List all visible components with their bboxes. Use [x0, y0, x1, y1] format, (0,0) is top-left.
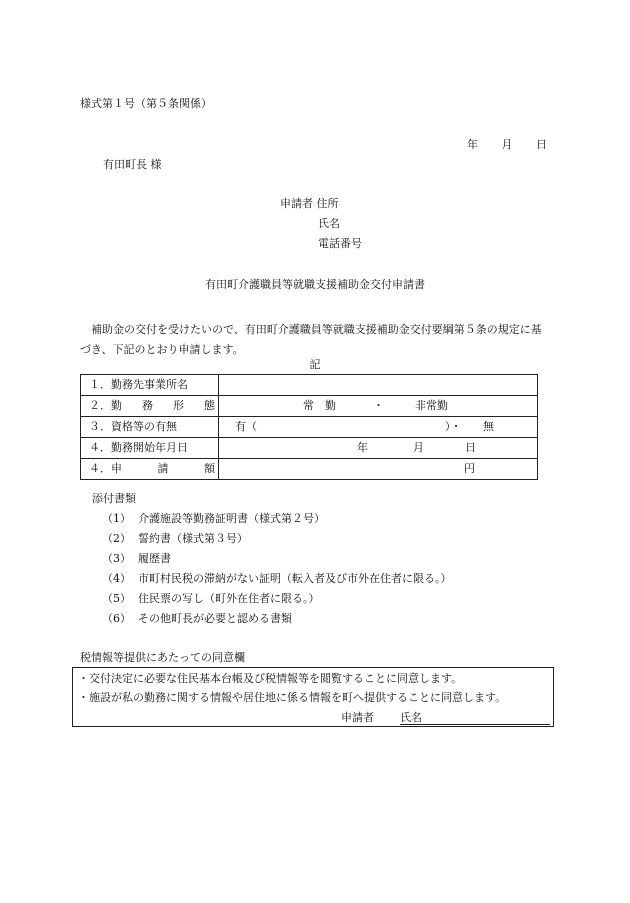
- qualification-yes-option[interactable]: 有（: [235, 420, 257, 434]
- form-number: 様式第１号（第５条関係）: [80, 97, 212, 110]
- start-date-field[interactable]: 年 月 日: [219, 438, 538, 459]
- table-row: [81, 417, 538, 438]
- date-day-label: 日: [536, 138, 547, 151]
- table-row: [81, 459, 538, 480]
- consent-applicant-label: 申請者: [341, 711, 374, 724]
- table-row: [81, 438, 538, 459]
- list-item: （3） 履歴書: [102, 552, 171, 565]
- list-item: （6） その他町長が必要と認める書類: [102, 612, 292, 625]
- table-row: [81, 375, 538, 396]
- applicant-name-label: 氏名: [318, 217, 340, 230]
- date-line: [467, 138, 547, 151]
- list-item: （5） 住民票の写し（町外在住者に限る。）: [102, 592, 320, 605]
- list-item: （4） 市町村民税の滞納がない証明（転入者及び市外在住者に限る。）: [102, 572, 452, 585]
- attachments-list: [102, 512, 452, 632]
- consent-name-field[interactable]: 氏名: [400, 711, 550, 725]
- applicant-phone-label: 電話番号: [318, 237, 362, 250]
- consent-line-1: ・交付決定に必要な住民基本台帳及び税情報等を閲覧することに同意します。: [78, 672, 463, 685]
- work-type-label: ２． 勤 務 形 態: [81, 396, 219, 417]
- qualification-field[interactable]: 有（ ）・ 無: [219, 417, 538, 438]
- addressee: 有田町長 様: [103, 158, 162, 171]
- consent-line-2: ・施設が私の勤務に関する情報や居住地に係る情報を町へ提供することに同意します。: [78, 691, 507, 704]
- amount-label: ４． 申 請 額: [81, 459, 219, 480]
- body-text: 補助金の交付を受けたいので、有田町介護職員等就職支援補助金交付要綱第５条の規定に基づき、下記のとおり申請します。: [80, 323, 542, 356]
- date-year-label: 年: [467, 138, 478, 151]
- start-date-label: ４．勤務開始年月日: [81, 438, 219, 459]
- work-type-field[interactable]: 常 勤 ・ 非常勤: [219, 396, 538, 417]
- consent-box: [72, 667, 554, 727]
- amount-field[interactable]: 円: [219, 459, 538, 480]
- table-row: [81, 396, 538, 417]
- applicant-block: [280, 197, 362, 257]
- document-title: 有田町介護職員等就職支援補助金交付申請書: [205, 278, 425, 291]
- applicant-address-label: 申請者 住所: [280, 197, 339, 210]
- attachments-title: 添付書類: [92, 492, 136, 505]
- part-time-option[interactable]: 非常勤: [415, 399, 448, 413]
- workplace-label: １．勤務先事業所名: [81, 375, 219, 396]
- ki-heading: 記: [309, 358, 321, 371]
- qualification-label: ３．資格等の有無: [81, 417, 219, 438]
- full-time-option[interactable]: 常 勤: [303, 399, 336, 413]
- consent-signature: [341, 711, 550, 725]
- list-item: （1） 介護施設等勤務証明書（様式第２号）: [102, 512, 325, 525]
- qualification-no-option[interactable]: 無: [483, 420, 494, 434]
- application-table: [80, 374, 538, 480]
- list-item: （2） 誓約書（様式第３号）: [102, 532, 248, 545]
- date-month-label: 月: [501, 138, 513, 151]
- consent-title: 税情報等提供にあたっての同意欄: [80, 651, 245, 664]
- workplace-field[interactable]: [219, 375, 538, 396]
